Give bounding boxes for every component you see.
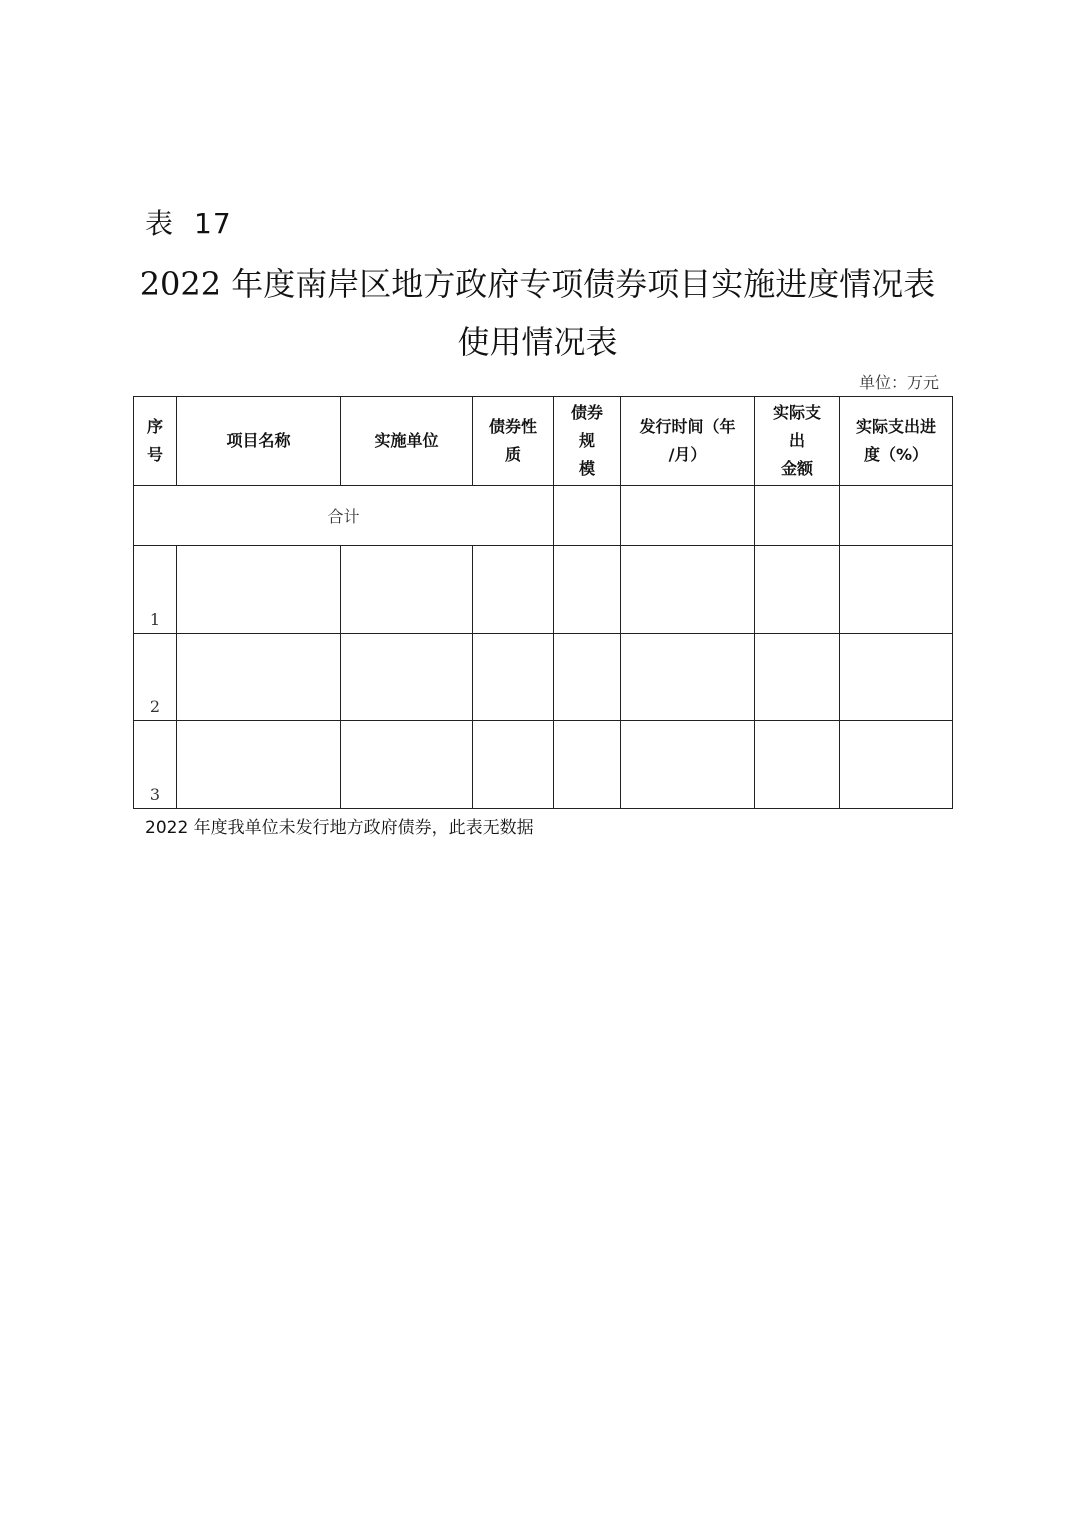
header-progress-line2: 度（%）: [863, 445, 929, 464]
row-bond-nature-cell: [473, 634, 554, 721]
header-issue-time: [621, 397, 755, 486]
table-row: [134, 546, 953, 634]
header-seq: [134, 397, 177, 486]
total-row: [134, 486, 953, 546]
row-progress-cell: [840, 721, 953, 809]
row-bond-nature-cell: [473, 721, 554, 809]
unit-label: 单位：万元: [858, 373, 939, 392]
table-row: [134, 721, 953, 809]
header-actual-amount-line1: 实际支: [772, 403, 821, 422]
header-progress: [840, 397, 953, 486]
header-bond-nature: [473, 397, 554, 486]
total-actual-amount-cell: [755, 486, 840, 546]
header-actual-amount: [755, 397, 840, 486]
row-seq-cell: [134, 546, 177, 634]
header-project-name-text: 项目名称: [226, 431, 291, 450]
row-issue-time-cell: [621, 634, 755, 721]
page-subtitle: 使用情况表: [457, 323, 618, 361]
row-bond-nature-cell: [473, 546, 554, 634]
row-progress-cell: [840, 634, 953, 721]
header-bond-scale-line1: 债券: [570, 403, 603, 422]
row-seq-cell: [134, 634, 177, 721]
table-label-number: 17: [194, 207, 232, 240]
table-label-prefix: 表: [145, 207, 175, 240]
header-seq-line1: 序: [146, 417, 163, 436]
row-impl-unit-cell: [341, 634, 473, 721]
page-title: 2022 年度南岸区地方政府专项债券项目实施进度情况表: [139, 265, 936, 303]
header-row: [134, 397, 953, 486]
row-actual-amount-cell: [755, 546, 840, 634]
table-number-label: [145, 202, 232, 242]
header-progress-line1: 实际支出进: [855, 417, 936, 436]
total-issue-time-cell: [621, 486, 755, 546]
total-bond-scale-cell: [554, 486, 621, 546]
progress-table: [133, 396, 953, 809]
total-label-cell: [134, 486, 554, 546]
row-actual-amount-cell: [755, 721, 840, 809]
row-project-name-cell: [177, 546, 341, 634]
row-seq: 3: [149, 785, 161, 804]
header-actual-amount-line3: 金额: [780, 459, 813, 478]
header-impl-unit: [341, 397, 473, 486]
header-issue-time-line2: /月）: [668, 445, 707, 464]
footnote: 2022 年度我单位未发行地方政府债券，此表无数据: [145, 818, 534, 838]
row-impl-unit-cell: [341, 721, 473, 809]
row-bond-scale-cell: [554, 721, 621, 809]
header-impl-unit-text: 实施单位: [374, 431, 439, 450]
header-bond-scale-line3: 模: [578, 459, 595, 478]
row-seq: 1: [149, 610, 161, 629]
row-issue-time-cell: [621, 721, 755, 809]
row-issue-time-cell: [621, 546, 755, 634]
row-seq-cell: [134, 721, 177, 809]
row-impl-unit-cell: [341, 546, 473, 634]
header-bond-scale: [554, 397, 621, 486]
header-project-name: [177, 397, 341, 486]
row-project-name-cell: [177, 721, 341, 809]
header-bond-scale-line2: 规: [578, 431, 595, 450]
total-label: 合计: [327, 507, 360, 526]
row-bond-scale-cell: [554, 546, 621, 634]
header-issue-time-line1: 发行时间（年: [639, 417, 736, 436]
row-progress-cell: [840, 546, 953, 634]
row-project-name-cell: [177, 634, 341, 721]
total-progress-cell: [840, 486, 953, 546]
header-seq-line2: 号: [146, 445, 163, 464]
header-bond-nature-line1: 债券性: [488, 417, 537, 436]
row-bond-scale-cell: [554, 634, 621, 721]
header-actual-amount-line2: 出: [788, 431, 805, 450]
row-seq: 2: [149, 697, 161, 716]
table-row: [134, 634, 953, 721]
row-actual-amount-cell: [755, 634, 840, 721]
header-bond-nature-line2: 质: [504, 445, 521, 464]
